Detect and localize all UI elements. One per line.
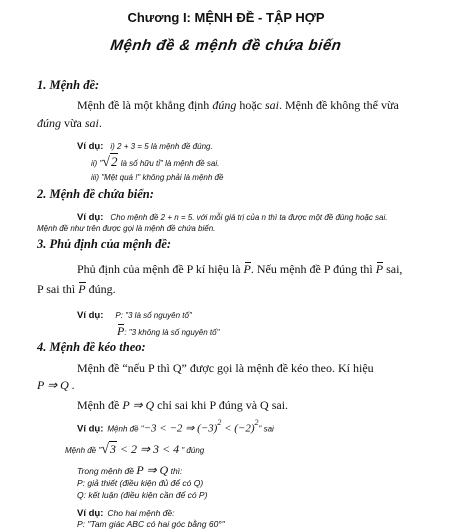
section-4-line-1: Mệnh đề “nếu P thì Q” được gọi là mệnh đề kéo theo. Kí hiệu	[77, 361, 374, 375]
section-1-example-3: iii) "Mệt quá !" không phải là mệnh đề	[91, 173, 224, 182]
section-4-heading: 4. Mệnh đề kéo theo:	[37, 340, 146, 354]
section-3-example-1: Ví dụ: P: "3 là số nguyên tố"	[77, 310, 192, 321]
section-2-heading: 2. Mệnh đề chứa biến:	[37, 187, 154, 201]
section-2-note: Mệnh đề như trên được gọi là mệnh đề chứa biến.	[37, 224, 216, 233]
chapter-heading: Chương I: MỆNH ĐỀ - TẬP HỢP	[127, 10, 325, 25]
section-1-example-2: ii) "√2 là số hữu tỉ" là mệnh đề sai.	[91, 154, 220, 170]
section-3-heading: 3. Phủ định của mệnh đề:	[37, 237, 172, 251]
section-3-example-2: P: "3 không là số nguyên tố"	[117, 324, 220, 338]
example-label: Ví dụ:	[77, 141, 104, 152]
section-1-para-line-2: đúng vừa sai.	[37, 116, 102, 130]
sqrt-symbol: √2	[102, 154, 118, 170]
section-4-line-2: P ⇒ Q .	[37, 378, 75, 392]
hypothesis-line: P: giả thiết (điều kiện đủ để có Q)	[77, 478, 204, 488]
section-4-example-2: Ví dụ: Cho hai mệnh đề:	[77, 508, 175, 519]
section-3-line-2: P sai thì P đúng.	[37, 282, 116, 296]
cut-off-line: P: "Tam giác ABC có hai góc bằng 60°"	[77, 519, 225, 529]
section-4-example-sqrt: Mệnh đề "√3 < 2 ⇒ 3 < 4 " đúng	[65, 442, 205, 457]
section-1-heading: 1. Mệnh đề:	[37, 78, 100, 92]
section-1-example-1: Ví dụ: i) 2 + 3 = 5 là mệnh đề đúng.	[77, 141, 213, 152]
section-4-example-1: Ví dụ: Mệnh đề "−3 < −2 ⇒ $(-3)^2 < (-2)^2$" sai	[77, 418, 274, 435]
section-1-para-line-1: Mệnh đề là một khẳng định đúng hoặc sai. Mệnh đề không thể vừa	[77, 98, 399, 112]
section-2-example: Ví dụ: Cho mệnh đề 2 + n = 5. với mỗi giá trị của n thì ta được một đề đúng hoặc sai.	[77, 212, 388, 223]
section-3-line-1: Phủ định của mệnh đề P kí hiệu là P. Nếu mệnh đề P đúng thì P sai,	[77, 262, 403, 276]
page-title: Mệnh đề & mệnh đề chứa biến	[109, 37, 343, 54]
conclusion-line: Q: kết luận (điều kiện cần để có P)	[77, 490, 208, 500]
section-4-implication-note: Trong mệnh đề P ⇒ Q thì:	[77, 463, 183, 477]
section-4-line-3: Mệnh đề P ⇒ Q chỉ sai khi P đúng và Q sai.	[77, 398, 289, 412]
sqrt-symbol: √3	[101, 442, 116, 457]
